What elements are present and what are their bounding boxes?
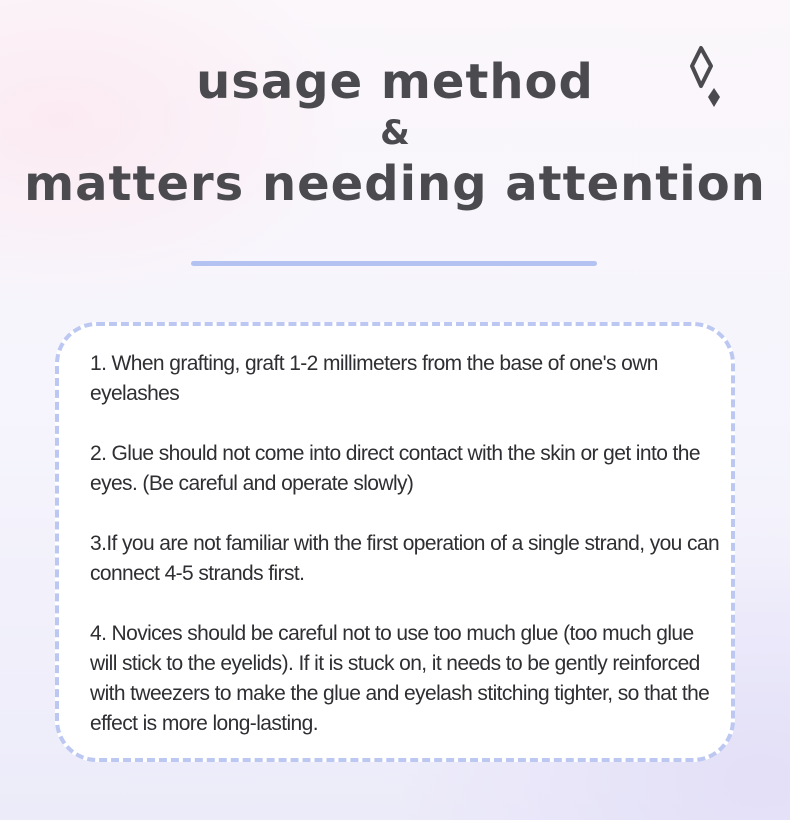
sparkle-diamond-icon bbox=[684, 44, 724, 116]
note-item-1: 1. When grafting, graft 1-2 millimeters from the base of one's own eyelashes bbox=[90, 352, 658, 405]
notes-list bbox=[90, 349, 720, 769]
note-item-3: 3.If you are not familiar with the first operation of a single strand, you can connect 4-5 strands first. bbox=[90, 532, 720, 585]
title-usage-method: usage method bbox=[196, 54, 594, 110]
note-item-2: 2. Glue should not come into direct contact with the skin or get into the eyes. (Be careful and operate slowly) bbox=[90, 442, 700, 495]
title-matters-needing-attention: matters needing attention bbox=[24, 156, 766, 212]
title-divider bbox=[191, 261, 597, 266]
title-ampersand: & bbox=[380, 113, 410, 153]
page-title bbox=[0, 52, 790, 214]
note-item-4: 4. Novices should be careful not to use too much glue (too much glue will stick to the eyelids). If it is stuck on, it needs to be gently reinforced with tweezers to make the glue and eyelash stitching tighter, so that the effect is more long-lasting. bbox=[90, 622, 710, 735]
